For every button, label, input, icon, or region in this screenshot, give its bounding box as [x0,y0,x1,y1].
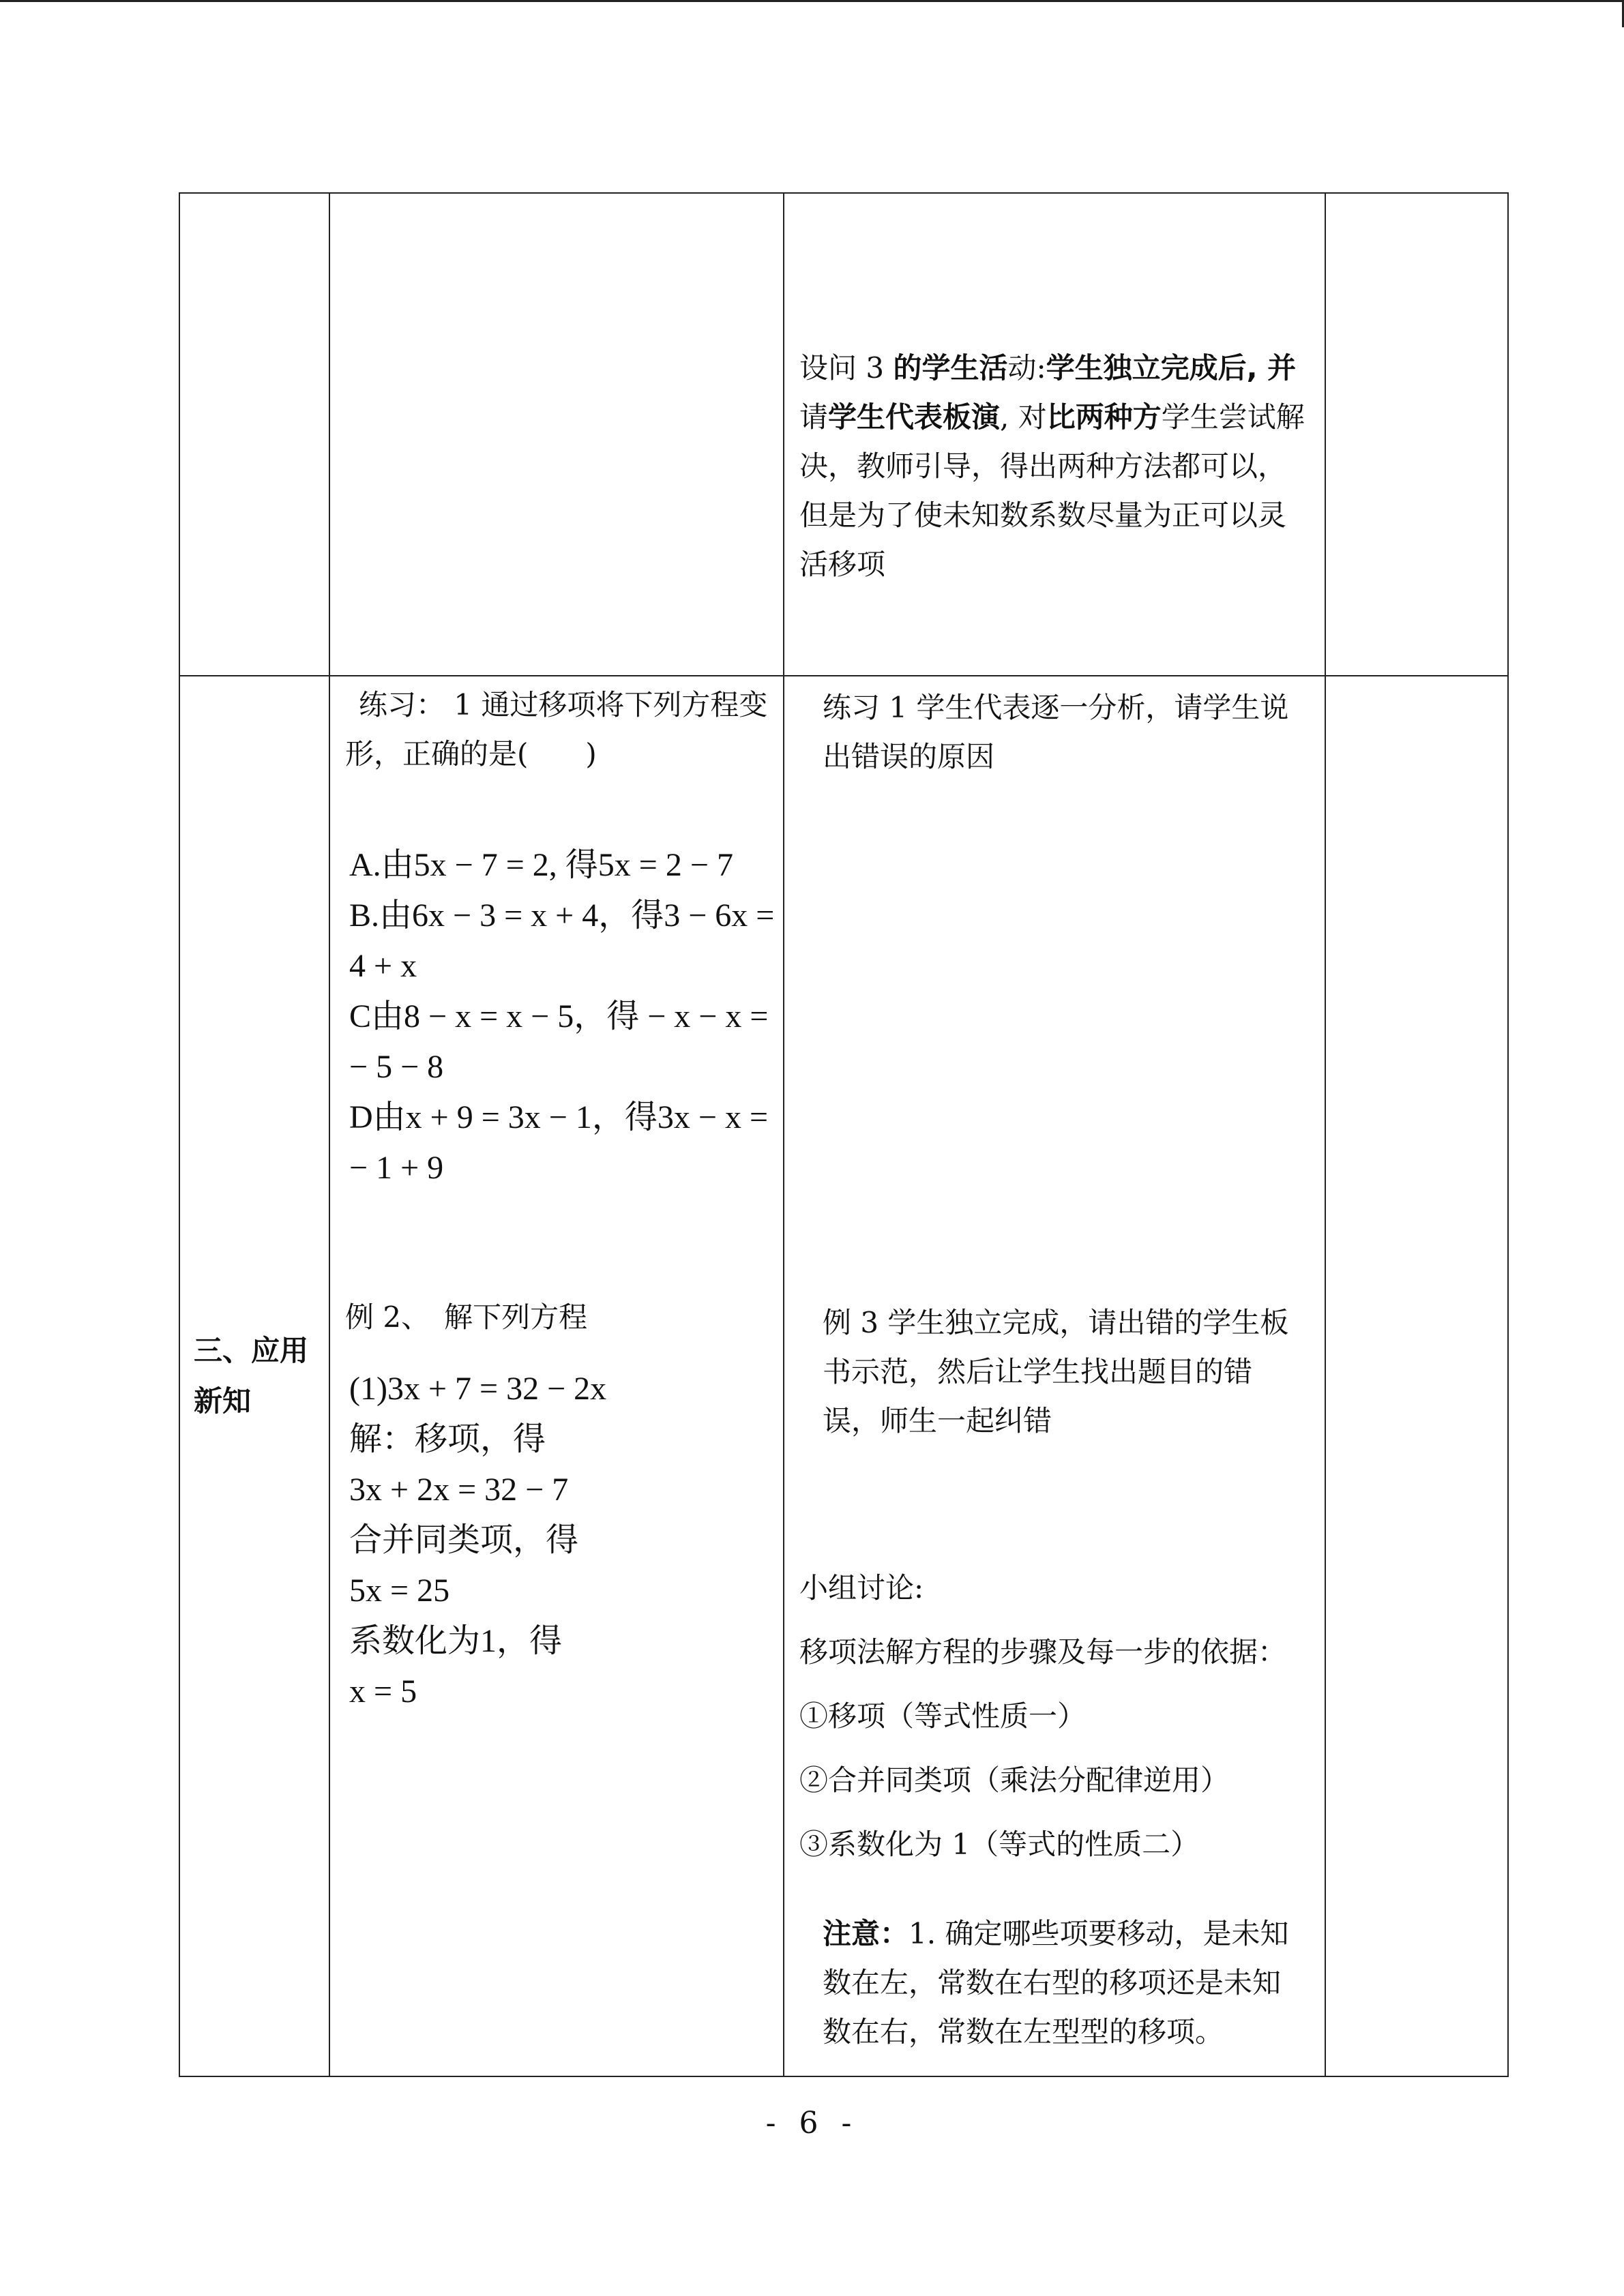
page-top-rule [0,0,1624,2]
activity-line-5: 活移项 [799,548,886,581]
group-discussion [799,1556,1318,1877]
group-discussion-title: 小组讨论: [799,1571,924,1605]
stage-cell-empty [179,193,329,676]
lesson-plan-table [179,192,1509,2077]
activity-line-1: 设问 3 的学生活动:学生独立完成后, 并 [799,351,1297,385]
solution-step-2: 合并同类项，得 [349,1522,579,1558]
group-discussion-question: 移项法解方程的步骤及每一步的依据： [799,1635,1287,1669]
note-label: 注意： [823,1917,909,1950]
step-2: ②合并同类项（乘法分配律逆用） [799,1763,1230,1797]
exercise-options [349,840,779,1193]
stage-label [194,1326,323,1427]
step-3: ③系数化为 1（等式的性质二） [799,1828,1200,1861]
note-line-1: 注意：1. 确定哪些项要移动，是未知 [823,1917,1289,1950]
example-activity-line-3: 误，师生一起纠错 [823,1404,1052,1437]
exercise-prompt [345,681,775,779]
exercise-line-2: 形，正确的是( ) [345,737,597,771]
option-a: A.由5x − 7 = 2, 得5x = 2 − 7 [349,847,733,883]
option-d-line-1: D由x + 9 = 3x − 1，得3x − x = [349,1099,769,1135]
content-cell-empty [329,193,784,676]
activity-line-2: 请学生代表板演, 对比两种方学生尝试解 [799,400,1305,434]
example-activity-line-1: 例 3 学生独立完成，请出错的学生板 [823,1306,1289,1339]
stage-label-line-2: 新知 [194,1384,252,1418]
stage-label-line-1: 三、应用 [194,1334,309,1367]
activity-cell [784,676,1325,2076]
option-b-line-1: B.由6x − 3 = x + 4，得3 − 6x = [349,897,775,934]
content-cell [329,676,784,2076]
note-line-3: 数在右，常数在左型型的移项。 [823,2015,1224,2048]
example-2-solution [349,1364,779,1717]
notes-cell-empty [1325,676,1508,2076]
step-1: ①移项（等式性质一） [799,1699,1087,1733]
exercise-activity-line-2: 出错误的原因 [823,740,995,773]
option-d-line-2: − 1 + 9 [349,1150,444,1186]
notes-cell-empty [1325,193,1508,676]
solution-equation-3: 5x = 25 [349,1572,450,1609]
activity-line-4: 但是为了使未知数系数尽量为正可以灵 [799,498,1287,532]
solution-step-1: 解：移项，得 [349,1421,546,1457]
example-2-title: 例 2、 解下列方程 [345,1300,588,1334]
solution-step-3: 系数化为1，得 [349,1623,563,1659]
exercise-line-1: 练习： 1 通过移项将下列方程变 [359,688,768,721]
question3-activity [799,344,1318,589]
example-equation: (1)3x + 7 = 32 − 2x [349,1371,607,1407]
table-row-2 [179,676,1508,2076]
option-c-line-1: C由8 − x = x − 5，得 − x − x = [349,998,769,1034]
note-block [823,1909,1314,2057]
page-number: - 6 - [765,2106,859,2141]
option-b-line-2: 4 + x [349,948,417,984]
exercise-activity-line-1: 练习 1 学生代表逐一分析，请学生说 [823,691,1289,724]
stage-cell [179,676,329,2076]
table-row-1 [179,193,1508,676]
option-c-line-2: − 5 − 8 [349,1049,444,1085]
exercise-1-activity [823,683,1314,781]
example-activity-line-2: 书示范，然后让学生找出题目的错 [823,1355,1253,1388]
example-3-activity [823,1298,1314,1446]
note-line-2: 数在左，常数在右型的移项还是未知 [823,1966,1282,1999]
activity-line-3: 决，教师引导，得出两种方法都可以， [799,449,1287,483]
solution-equation-2: 3x + 2x = 32 − 7 [349,1472,569,1508]
activity-cell [784,193,1325,676]
solution-answer: x = 5 [349,1673,417,1710]
